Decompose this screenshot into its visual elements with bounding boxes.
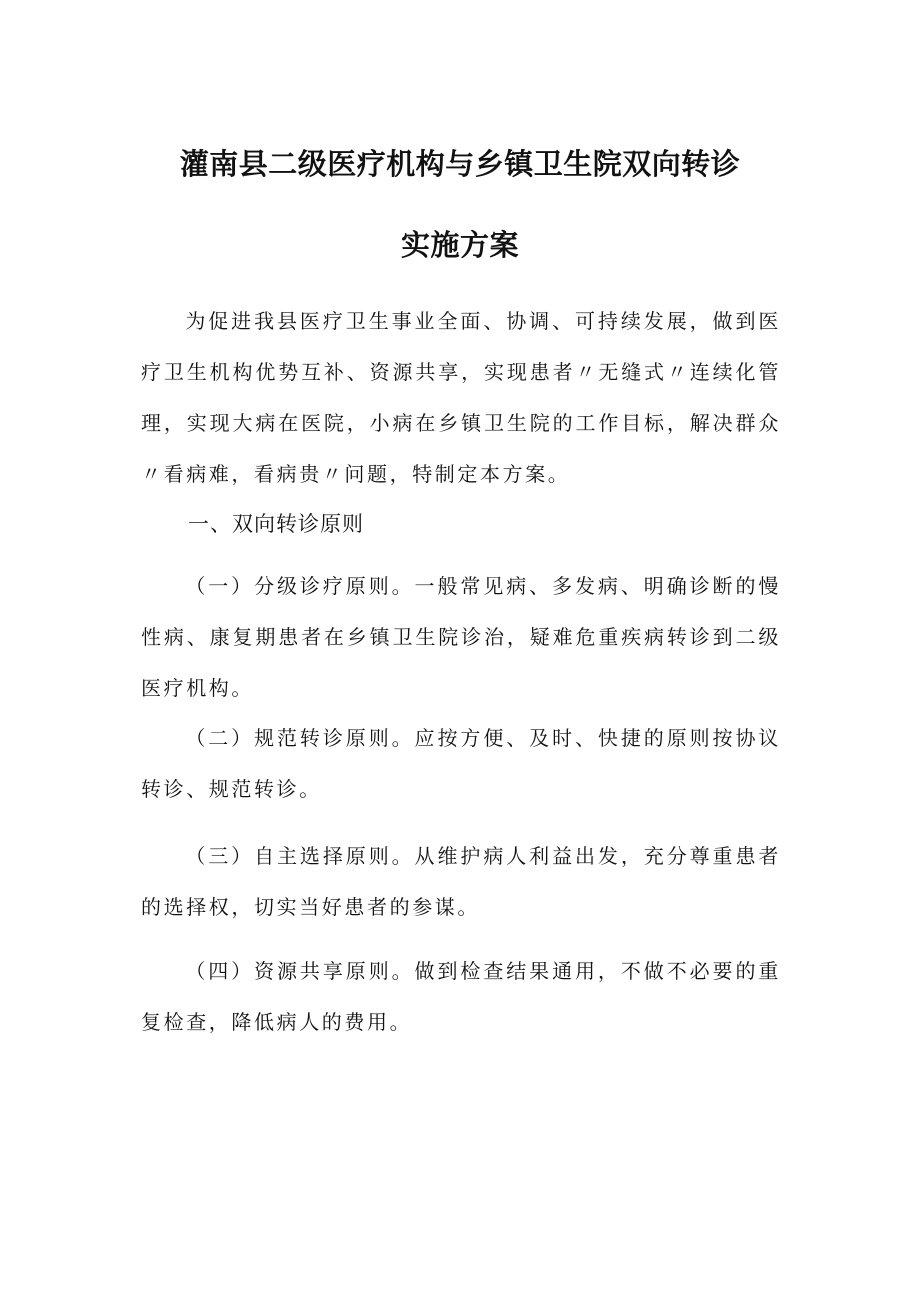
document-title-line-2: 实施方案: [400, 228, 519, 262]
principle-paragraph-2: [141, 713, 781, 815]
principle-text-3: （三）自主选择原则。从维护病人利益出发，充分尊重患者的选择权，切实当好患者的参谋。: [141, 844, 781, 919]
intro-paragraph: [141, 296, 781, 500]
principle-text-2: （二）规范转诊原则。应按方便、及时、快捷的原则按协议转诊、规范转诊。: [141, 726, 781, 801]
document-title-line-1: 灌南县二级医疗机构与乡镇卫生院双向转诊: [179, 147, 741, 181]
principle-paragraph-4: [141, 946, 781, 1048]
intro-text: 为促进我县医疗卫生事业全面、协调、可持续发展，做到医疗卫生机构优势互补、资源共享，实现患者〃无缝式〃连续化管理，实现大病在医院，小病在乡镇卫生院的工作目标，解决群众〃看病难，看病贵〃问题，特制定本方案。: [141, 309, 781, 486]
principle-paragraph-3: [141, 831, 781, 933]
section-heading: 一、双向转诊原则: [188, 512, 364, 536]
principle-paragraph-1: [141, 561, 781, 714]
principle-text-4: （四）资源共享原则。做到检查结果通用，不做不必要的重复检查，降低病人的费用。: [141, 959, 781, 1034]
principle-text-1: （一）分级诊疗原则。一般常见病、多发病、明确诊断的慢性病、康复期患者在乡镇卫生院诊治，疑难危重疾病转诊到二级医疗机构。: [141, 574, 781, 700]
